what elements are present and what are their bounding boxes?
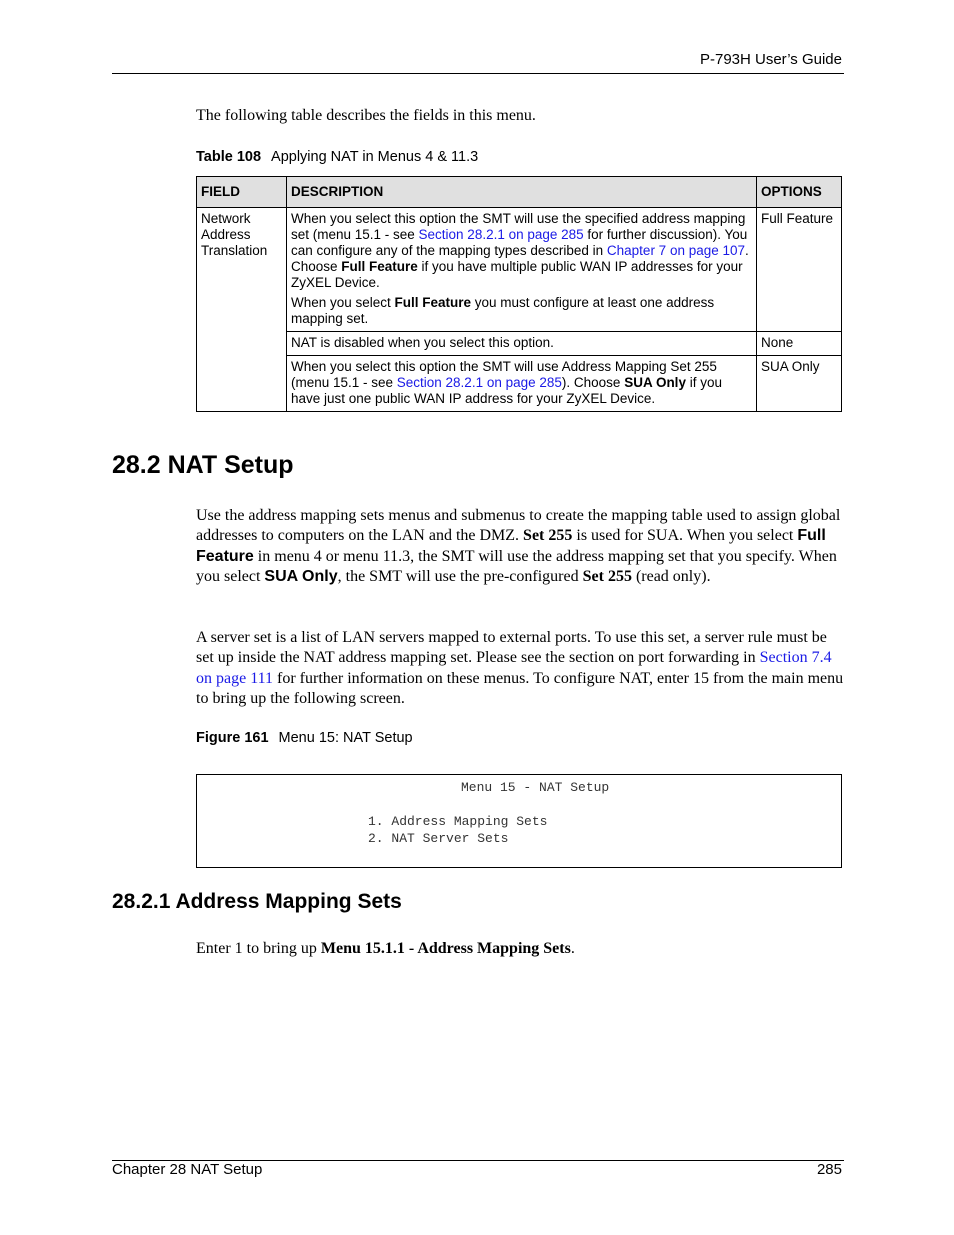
text-run: if you have just one public WAN IP address for your ZyXEL Device. — [290, 375, 722, 406]
header-rule — [112, 73, 844, 74]
bold-term: Set 255 — [582, 567, 632, 585]
text-run: Enter 1 to bring up — [196, 940, 321, 957]
table-caption-title: Applying NAT in Menus 4 & 11.3 — [271, 149, 479, 165]
screen-menu-item: 1. Address Mapping Sets — [368, 814, 548, 829]
page-number: 285 — [816, 1161, 842, 1178]
bold-term: Full Feature — [196, 527, 826, 565]
bold-term: Full Feature — [341, 259, 418, 274]
bold-term: Menu 15.1.1 - Address Mapping Sets — [320, 940, 571, 957]
option-cell: None — [757, 332, 842, 356]
terminal-screen — [196, 774, 842, 868]
bold-term: SUA Only — [624, 375, 686, 390]
cross-ref-link[interactable]: Chapter 7 on page 107 — [606, 243, 746, 258]
text-run: for further information on these menus. To configure NAT, enter 15 from the main menu to bring up the following screen. — [196, 669, 844, 707]
table-row — [197, 208, 842, 332]
text-run: When you select — [290, 295, 395, 310]
text-run: . — [570, 940, 575, 957]
intro-text: The following table describes the fields in this menu. — [196, 107, 536, 124]
section-heading: 28.2 NAT Setup — [112, 451, 294, 479]
subsection-heading: 28.2.1 Address Mapping Sets — [112, 890, 402, 913]
text-run: (read only). — [631, 567, 711, 585]
text-run: A server set is a list of LAN servers mapped to external ports. To use this set, a server rule must be set up inside the NAT address mapping set. Please see the section on port forwarding in — [196, 629, 827, 667]
screen-title: Menu 15 - NAT Setup — [461, 780, 610, 795]
col-header-description: DESCRIPTION — [286, 177, 756, 208]
description-para — [291, 211, 752, 291]
field-cell: Network Address Translation — [197, 208, 287, 412]
table-row — [197, 356, 842, 412]
cross-ref-link[interactable]: Section 28.2.1 on page 285 — [396, 375, 562, 390]
text-run: you must configure at least one address mapping set. — [290, 295, 715, 326]
text-run: When you select this option the SMT will use Address Mapping Set 255 (menu 15.1 - see — [290, 359, 717, 390]
table-header-row — [197, 177, 842, 208]
bold-term: Set 255 — [523, 527, 573, 545]
col-header-options: OPTIONS — [757, 177, 842, 208]
text-run: ). Choose — [561, 375, 625, 390]
text-run: When you select this option the SMT will use the specified address mapping set (menu 15.1 - see — [290, 211, 746, 242]
screen-menu-item: 2. NAT Server Sets — [368, 831, 509, 846]
figure-caption — [196, 730, 413, 746]
footer-chapter: Chapter 28 NAT Setup — [112, 1161, 263, 1178]
table-caption — [196, 149, 478, 165]
description-para — [291, 295, 752, 327]
figure-caption-label: Figure 161 — [196, 730, 269, 746]
text-run: for further discussion). You can configure any of the mapping types described in — [290, 227, 748, 258]
body-paragraph — [196, 940, 575, 958]
figure-caption-title: Menu 15: NAT Setup — [278, 730, 413, 746]
bold-term: Full Feature — [394, 295, 472, 310]
bold-term: SUA Only — [264, 567, 338, 585]
text-run: , the SMT will use the pre-configured — [337, 567, 583, 585]
table-caption-label: Table 108 — [196, 149, 262, 165]
option-cell: Full Feature — [757, 208, 842, 332]
option-cell: SUA Only — [757, 356, 842, 412]
description-cell — [286, 356, 756, 412]
text-run: Use the address mapping sets menus and submenus to create the mapping table used to assign global addresses to computers on the LAN and the DMZ. — [196, 507, 841, 545]
text-run: if you have multiple public WAN IP addresses for your ZyXEL Device. — [290, 259, 743, 290]
text-run: in menu 4 or menu 11.3, the SMT will use the address mapping set that you specify. When you select — [196, 547, 837, 585]
body-paragraph — [196, 628, 846, 709]
running-header: P-793H User’s Guide — [699, 51, 842, 68]
text-run: is used for SUA. When you select — [572, 527, 798, 545]
table-row — [197, 332, 842, 356]
cross-ref-link[interactable]: Section 7.4 on page 111 — [196, 649, 832, 687]
text-run: . Choose — [290, 243, 749, 274]
fields-table — [196, 176, 842, 412]
description-cell: NAT is disabled when you select this option. — [286, 332, 756, 356]
description-cell — [286, 208, 756, 332]
cross-ref-link[interactable]: Section 28.2.1 on page 285 — [418, 227, 584, 242]
body-paragraph — [196, 506, 846, 587]
col-header-field: FIELD — [197, 177, 287, 208]
